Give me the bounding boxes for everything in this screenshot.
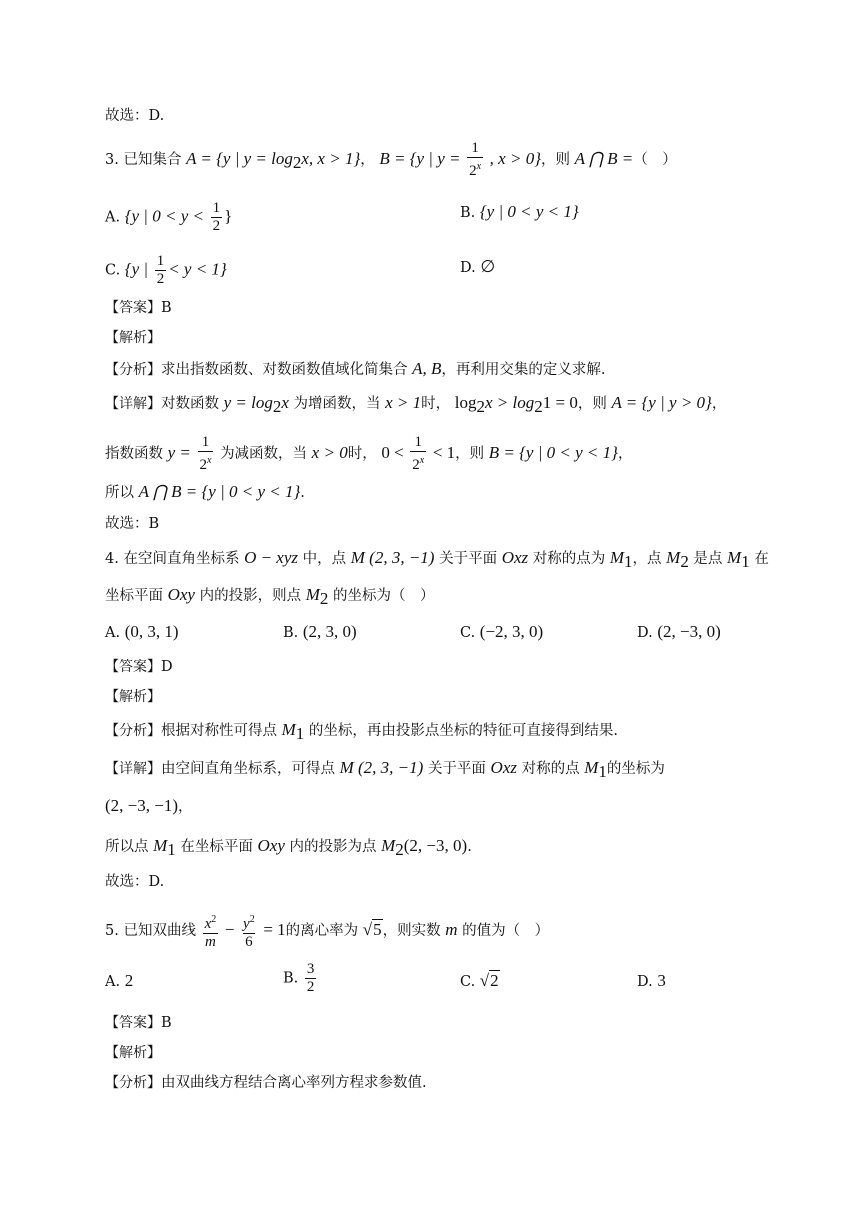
- detail-text: ，则: [455, 446, 485, 462]
- q3-option-c: [105, 253, 227, 288]
- frac-den: 2: [412, 457, 420, 473]
- fenxi-text-tail: ，再利用交集的定义求解.: [441, 362, 606, 378]
- option-math-tail: }: [224, 206, 233, 226]
- q3-set-a-sub: 2: [292, 152, 302, 172]
- q5-fraction-x: [203, 911, 219, 951]
- option-label: B.: [283, 970, 299, 987]
- q3-set-b-tail: , x > 0}: [489, 149, 541, 168]
- q4-text: 是点: [693, 551, 723, 567]
- option-math: (2, 3, 0): [302, 622, 357, 641]
- frac-num: 1: [471, 140, 479, 156]
- q4-text: ，点: [632, 551, 662, 567]
- answer-tag: 【答案】: [105, 1015, 161, 1031]
- previous-conclusion: [105, 106, 164, 126]
- detail-text: ，则: [577, 396, 607, 412]
- q4-detail-line-2: [105, 796, 193, 817]
- detail-text: .: [300, 485, 305, 501]
- option-fraction: [211, 200, 223, 235]
- detail-math: (2, −3, 0): [403, 836, 468, 855]
- detail-text: 所以点: [105, 839, 149, 855]
- q5-option-c: [460, 971, 500, 992]
- sqrt-icon: √: [362, 920, 373, 939]
- option-math: 3: [657, 971, 666, 990]
- fenxi-text: 求出指数函数、对数函数值域化简集合: [161, 362, 408, 378]
- detail-text: 时，: [347, 446, 377, 462]
- detail-math: y = log: [223, 393, 273, 412]
- q3-set-a: A = {y | y = log: [186, 149, 293, 168]
- detail-math: A = {y | y > 0}: [611, 393, 712, 412]
- q4-math: M (2, 3, −1): [350, 548, 435, 567]
- detail-text: 为增函数，当: [293, 396, 381, 412]
- option-label: C.: [105, 262, 121, 279]
- q3-set-a-tail: x, x > 1}: [301, 149, 361, 168]
- answer-tag: 【答案】: [105, 659, 161, 675]
- detail-fraction: [198, 434, 214, 474]
- frac-num: 3: [306, 961, 315, 977]
- fenxi-tag: 【分析】: [105, 1075, 161, 1091]
- detail-math: Oxy: [257, 836, 285, 855]
- frac-den: 2: [469, 163, 477, 179]
- q5-answer: [105, 1013, 172, 1033]
- q5-text: 的值为（ ）: [462, 923, 550, 939]
- frac-num-sup: 2: [211, 914, 217, 925]
- frac-den: 2: [212, 218, 221, 234]
- q4-detail-line-1: [105, 758, 665, 782]
- q3-option-d: [460, 257, 495, 278]
- detail-sub: 2: [395, 839, 404, 859]
- q4-math: Oxz: [501, 548, 529, 567]
- q3-blank: （ ）: [633, 152, 677, 168]
- q3-option-a: [105, 200, 232, 235]
- q3-set-b-fraction: [467, 140, 483, 180]
- q3-answer: [105, 298, 172, 318]
- q3-number: 3. 已知集合: [105, 152, 182, 168]
- q5-text: 的离心率为: [285, 923, 359, 939]
- q3-set-b: B = {y | y =: [379, 149, 461, 168]
- option-fraction: [305, 961, 317, 996]
- detail-math: y =: [167, 443, 191, 462]
- detail-text: 关于平面: [427, 761, 486, 777]
- option-label: A.: [105, 625, 121, 641]
- frac-den-sup: x: [419, 455, 425, 466]
- frac-num: 1: [414, 434, 422, 450]
- frac-den: 2: [199, 457, 207, 473]
- option-label: A.: [105, 974, 121, 990]
- frac-num: x: [204, 916, 212, 932]
- detail-text: .: [467, 839, 472, 855]
- option-math: (2, −3, 0): [657, 622, 721, 641]
- answer-value: B: [161, 1015, 172, 1031]
- detail-math: M: [381, 836, 396, 855]
- q4-sub: 2: [680, 551, 689, 571]
- answer-value: D: [161, 659, 173, 675]
- detail-math: 1 = 0: [542, 393, 578, 412]
- frac-den-sup: x: [207, 455, 212, 466]
- q4-text: 中，点: [302, 551, 347, 567]
- detail-text: 对数函数: [161, 396, 219, 412]
- option-math: {y | 0 < y < 1}: [479, 202, 579, 221]
- detail-text: 指数函数: [105, 446, 163, 462]
- detail-math: Oxz: [490, 758, 517, 777]
- analysis-tag: 【解析】: [105, 1045, 161, 1061]
- answer-value: B: [161, 300, 172, 316]
- q5-option-b: [283, 961, 318, 996]
- q4-conclusion: [105, 872, 164, 892]
- q4-answer: [105, 657, 173, 677]
- detail-math: x > 1: [385, 393, 422, 412]
- fenxi-tag: 【分析】: [105, 362, 161, 378]
- q4-text: 坐标平面: [105, 588, 163, 604]
- q4-text: 关于平面: [439, 551, 498, 567]
- q5-number: 5. 已知双曲线: [105, 923, 196, 939]
- sqrt-icon: √: [479, 971, 490, 990]
- q4-math: O − xyz: [244, 548, 299, 567]
- detail-math: 0 <: [381, 443, 404, 462]
- frac-den-sup: x: [476, 161, 482, 172]
- q4-text: 对称的点为: [532, 551, 606, 567]
- q4-stem-line-1: [105, 548, 769, 572]
- option-math: 2: [124, 971, 134, 990]
- q3-conclusion: [105, 514, 159, 534]
- detail-math: M: [153, 836, 168, 855]
- q4-text: 的坐标为（ ）: [332, 588, 435, 604]
- q4-fenxi: [105, 720, 618, 744]
- detail-text: 在坐标平面: [180, 839, 253, 855]
- q4-option-d: [637, 622, 721, 643]
- fenxi-text-tail: 的坐标，再由投影点坐标的特征可直接得到结果.: [308, 723, 618, 739]
- q4-math: Oxy: [167, 585, 195, 604]
- q4-math: M: [609, 548, 625, 567]
- detail-sub: 1: [598, 761, 607, 781]
- q3-detail-line-2: [105, 434, 632, 474]
- frac-num: 1: [212, 200, 221, 216]
- detail-math: x: [281, 393, 289, 412]
- option-math: (0, 3, 1): [124, 622, 179, 641]
- frac-num: y: [243, 916, 250, 932]
- option-math: {y |: [124, 259, 149, 279]
- detail-sub: 2: [272, 396, 282, 416]
- detail-text: ，: [711, 396, 727, 412]
- q3-mid: ，则: [541, 152, 570, 168]
- q4-stem-line-2: [105, 585, 434, 609]
- option-math: ∅: [480, 257, 496, 276]
- analysis-tag: 【解析】: [105, 330, 161, 346]
- q4-math: M: [666, 548, 681, 567]
- detail-math: x > 0: [311, 443, 348, 462]
- q4-number: 4. 在空间直角坐标系: [105, 551, 240, 567]
- q3-option-b: [460, 202, 579, 223]
- q4-sub: 2: [319, 588, 329, 608]
- q4-detail-line-3: [105, 836, 472, 860]
- detail-math: M (2, 3, −1): [339, 758, 424, 777]
- option-math: {y | 0 < y <: [124, 206, 204, 226]
- q3-detail-line-1: [105, 393, 726, 417]
- conclusion-text: 故选：D.: [105, 874, 165, 890]
- option-label: D.: [637, 974, 653, 990]
- detail-text: 对称的点: [521, 761, 580, 777]
- fenxi-math: M: [281, 720, 296, 739]
- q5-equals: = 1: [263, 920, 286, 939]
- detail-fraction: [410, 434, 426, 474]
- frac-num-sup: 2: [249, 914, 255, 925]
- q4-option-a: [105, 622, 179, 643]
- analysis-tag: 【解析】: [105, 689, 161, 705]
- detail-text: 的坐标为: [606, 761, 665, 777]
- detail-math: B = {y | 0 < y < 1}: [488, 443, 618, 462]
- detail-math: < 1: [432, 443, 456, 462]
- conclusion-text: 故选：D.: [105, 108, 165, 124]
- detail-text: 所以: [105, 485, 134, 501]
- q4-option-b: [283, 622, 357, 643]
- detail-tag: 【详解】: [105, 761, 161, 777]
- sqrt-value: 5: [373, 920, 382, 939]
- frac-den: 6: [245, 934, 253, 950]
- answer-tag: 【答案】: [105, 300, 161, 316]
- conclusion-text: 故选：B: [105, 516, 160, 532]
- fenxi-tag: 【分析】: [105, 723, 161, 739]
- q4-sub: 1: [624, 551, 633, 571]
- frac-den: 2: [156, 271, 165, 287]
- q4-option-c: [460, 622, 543, 643]
- option-label: C.: [460, 974, 476, 990]
- q4-analysis-heading: [105, 687, 161, 707]
- q5-fenxi: [105, 1073, 427, 1093]
- option-label: C.: [460, 625, 476, 641]
- fenxi-text: 由双曲线方程结合离心率列方程求参数值.: [161, 1075, 427, 1091]
- frac-den: 2: [306, 979, 315, 995]
- option-label: A.: [105, 209, 121, 226]
- option-label: B.: [283, 625, 299, 641]
- q5-fraction-y: [241, 911, 257, 951]
- detail-sub: 2: [534, 396, 543, 416]
- q4-text: 内的投影，则点: [199, 588, 302, 604]
- detail-sub: 1: [167, 839, 176, 859]
- detail-math: (2, −3, −1): [105, 796, 178, 815]
- detail-text: 为减函数，当: [220, 446, 308, 462]
- option-label: B.: [460, 205, 476, 221]
- q3-analysis-heading: [105, 328, 161, 348]
- q5-stem: [105, 911, 549, 951]
- frac-den: m: [204, 934, 216, 950]
- fenxi-sub: 1: [295, 723, 305, 743]
- option-label: D.: [460, 260, 476, 276]
- detail-text: 内的投影为点: [289, 839, 377, 855]
- option-label: D.: [637, 625, 653, 641]
- option-math: (−2, 3, 0): [479, 622, 544, 641]
- detail-math: x > log: [485, 393, 535, 412]
- q3-detail-line-3: [105, 482, 305, 503]
- detail-sub: 2: [476, 396, 485, 416]
- option-math-tail: < y < 1}: [168, 259, 227, 279]
- detail-text: ，: [617, 446, 633, 462]
- q4-sub: 1: [741, 551, 750, 571]
- detail-text: 时，: [421, 396, 451, 412]
- option-fraction: [155, 253, 167, 288]
- detail-text: ，: [178, 799, 193, 815]
- detail-math: log: [454, 393, 477, 412]
- q3-stem: [105, 140, 677, 180]
- q5-option-a: [105, 971, 133, 992]
- frac-num: 1: [156, 253, 165, 269]
- q4-math: M: [727, 548, 742, 567]
- q5-analysis-heading: [105, 1043, 161, 1063]
- q5-option-d: [637, 971, 666, 992]
- sqrt-value: 2: [490, 971, 499, 990]
- q5-text: ，则实数: [382, 923, 441, 939]
- q5-math: m: [445, 920, 458, 939]
- detail-text: 由空间直角坐标系，可得点: [161, 761, 335, 777]
- fenxi-math: A, B: [412, 359, 442, 378]
- q5-minus: −: [224, 920, 235, 939]
- q4-math: M: [305, 585, 320, 604]
- q3-ask: A ⋂ B =: [574, 149, 634, 168]
- detail-math: A ⋂ B = {y | 0 < y < 1}: [138, 482, 301, 501]
- fenxi-text: 根据对称性可得点: [161, 723, 277, 739]
- q3-comma: ，: [360, 152, 375, 168]
- q3-fenxi: [105, 359, 606, 380]
- q4-text: 在: [754, 551, 769, 567]
- detail-tag: 【详解】: [105, 396, 161, 412]
- frac-num: 1: [201, 434, 210, 450]
- detail-math: M: [584, 758, 599, 777]
